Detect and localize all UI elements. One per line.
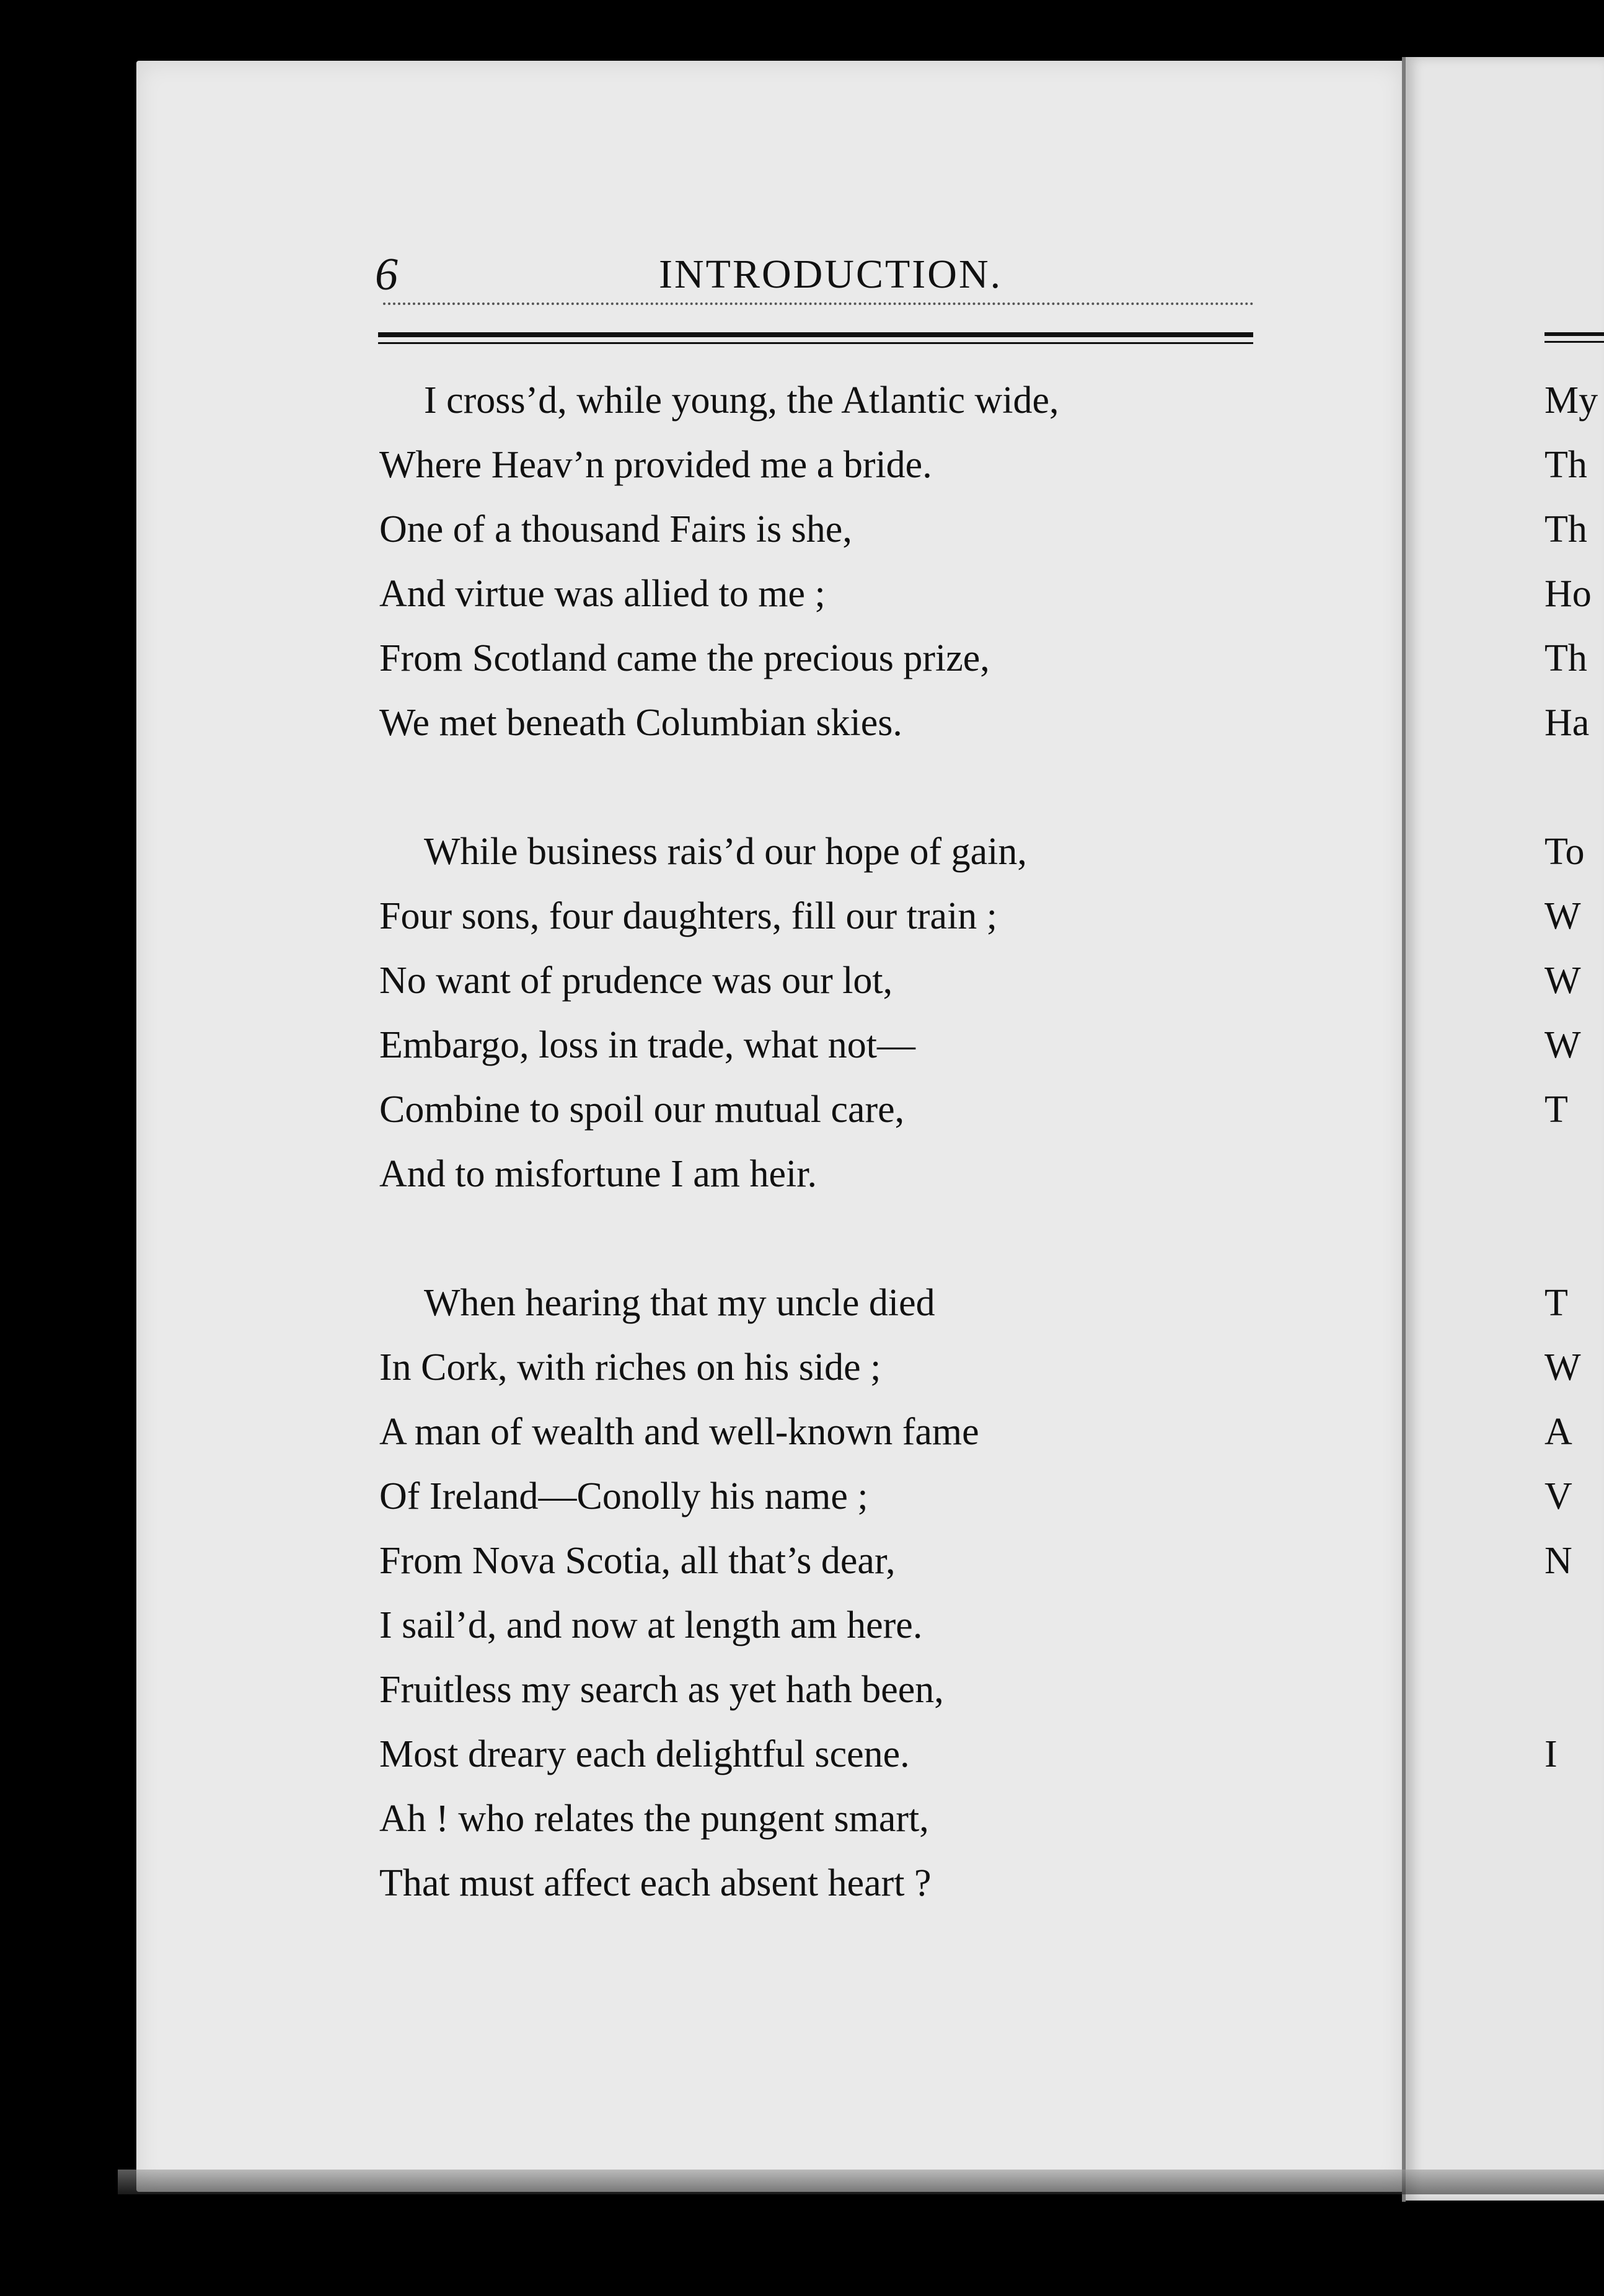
facing-line-fragment: V [1545, 1475, 1572, 1517]
header-thick-rule [378, 332, 1253, 337]
facing-line-fragment: T [1545, 1088, 1568, 1131]
poem-line: I cross’d, while young, the Atlantic wide, [424, 379, 1059, 422]
facing-line-fragment: Th [1545, 637, 1587, 679]
page-number: 6 [375, 249, 398, 300]
facing-page-fragments [1545, 368, 1604, 1786]
facing-line-fragment: Ho [1545, 573, 1592, 615]
poem-line: I sail’d, and now at length am here. [379, 1604, 923, 1646]
poem-line: When hearing that my uncle died [424, 1282, 935, 1324]
facing-page-thin-rule [1545, 341, 1604, 343]
poem-line: And virtue was allied to me ; [379, 573, 826, 615]
stanza-3 [379, 1271, 1259, 1915]
poem-line: Ah ! who relates the pungent smart, [379, 1798, 929, 1840]
poem-line: Fruitless my search as yet hath been, [379, 1669, 944, 1711]
poem-line: In Cork, with riches on his side ; [379, 1346, 881, 1389]
header-dotted-rule [383, 302, 1254, 305]
stanza-2 [379, 819, 1259, 1206]
poem-line: Embargo, loss in trade, what not— [379, 1024, 916, 1066]
facing-line-fragment: I [1545, 1733, 1558, 1775]
page-bottom-edge [118, 2170, 1604, 2194]
stanza-1 [379, 368, 1259, 755]
facing-line-fragment: W [1545, 895, 1581, 937]
poem-line: Combine to spoil our mutual care, [379, 1088, 905, 1131]
facing-line-fragment: A [1545, 1411, 1572, 1453]
poem-line: While business rais’d our hope of gain, [424, 831, 1027, 873]
page-header [375, 247, 1255, 302]
poem-line: A man of wealth and well-known fame [379, 1411, 979, 1453]
facing-line-fragment: Th [1545, 444, 1587, 486]
poem-line: Four sons, four daughters, fill our train ; [379, 895, 998, 937]
poem-line: Where Heav’n provided me a bride. [379, 444, 932, 486]
facing-line-fragment: Th [1545, 508, 1587, 550]
facing-line-fragment: W [1545, 1024, 1581, 1066]
running-title: INTRODUCTION. [659, 252, 1003, 297]
facing-line-fragment: W [1545, 960, 1581, 1002]
poem-body [379, 368, 1259, 1980]
poem-line: Of Ireland—Conolly his name ; [379, 1475, 868, 1517]
poem-line: From Nova Scotia, all that’s dear, [379, 1540, 896, 1582]
poem-line: That must affect each absent heart ? [379, 1862, 932, 1904]
poem-line: One of a thousand Fairs is she, [379, 508, 852, 550]
facing-line-fragment: N [1545, 1540, 1572, 1582]
poem-line: And to misfortune I am heir. [379, 1153, 817, 1195]
poem-line: From Scotland came the precious prize, [379, 637, 990, 679]
facing-line-fragment: My [1545, 379, 1598, 422]
header-thin-rule [378, 342, 1253, 344]
poem-line: We met beneath Columbian skies. [379, 702, 902, 744]
poem-line: Most dreary each delightful scene. [379, 1733, 910, 1775]
facing-line-fragment: T [1545, 1282, 1568, 1324]
facing-line-fragment: Ha [1545, 702, 1590, 744]
facing-line-fragment: W [1545, 1346, 1581, 1389]
facing-line-fragment: To [1545, 831, 1585, 873]
poem-line: No want of prudence was our lot, [379, 960, 893, 1002]
facing-page-rule [1545, 332, 1604, 336]
